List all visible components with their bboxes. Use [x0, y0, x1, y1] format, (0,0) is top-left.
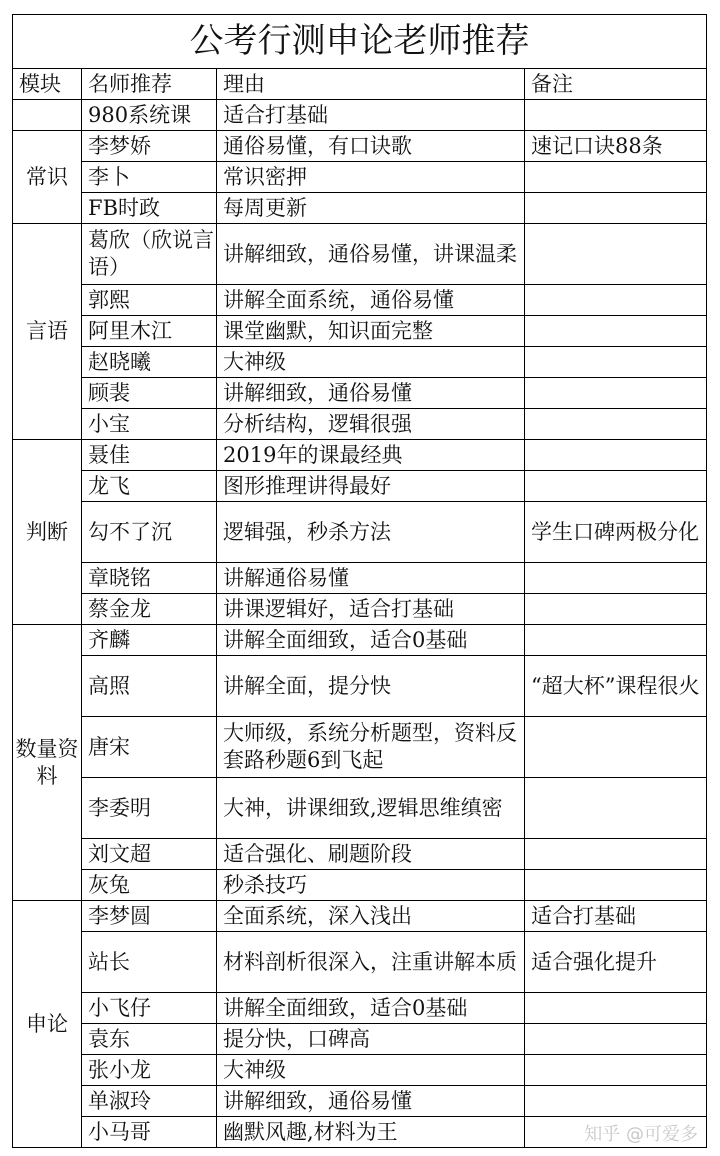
note-cell: “超大杯”课程很火	[525, 656, 707, 717]
table-row	[13, 224, 707, 285]
table-row	[13, 471, 707, 502]
table-row	[13, 1086, 707, 1117]
table-row	[13, 1055, 707, 1086]
note-cell	[525, 993, 707, 1024]
table-row	[13, 409, 707, 440]
note-cell	[525, 1086, 707, 1117]
table-row	[13, 193, 707, 224]
reason-cell: 2019年的课最经典	[217, 440, 525, 471]
reason-cell: 讲课逻辑好，适合打基础	[217, 594, 525, 625]
teacher-cell: 郭熙	[82, 285, 217, 316]
table-row	[13, 316, 707, 347]
note-cell	[525, 1055, 707, 1086]
reason-cell: 大神级	[217, 1055, 525, 1086]
header-reason: 理由	[217, 69, 525, 100]
reason-cell: 秒杀技巧	[217, 870, 525, 901]
zhihu-watermark: 知乎 @可爱多	[584, 1124, 698, 1145]
note-cell: 速记口诀88条	[525, 131, 707, 162]
reason-cell: 大神，讲课细致,逻辑思维缜密	[217, 778, 525, 839]
teacher-cell: 单淑玲	[82, 1086, 217, 1117]
table-row	[13, 625, 707, 656]
teacher-cell: FB时政	[82, 193, 217, 224]
recommendation-sheet	[12, 14, 706, 1148]
reason-cell: 常识密押	[217, 162, 525, 193]
table-row	[13, 594, 707, 625]
teacher-cell: 李梦娇	[82, 131, 217, 162]
note-cell	[525, 594, 707, 625]
reason-cell: 提分快，口碑高	[217, 1024, 525, 1055]
note-cell	[525, 839, 707, 870]
reason-cell: 讲解细致，通俗易懂	[217, 1086, 525, 1117]
table-row	[13, 502, 707, 563]
module-cell	[13, 100, 82, 131]
teacher-cell: 站长	[82, 932, 217, 993]
module-cell: 常识	[13, 131, 82, 224]
reason-cell: 适合强化、刷题阶段	[217, 839, 525, 870]
table-row	[13, 839, 707, 870]
table-row	[13, 563, 707, 594]
teacher-cell: 勾不了沉	[82, 502, 217, 563]
note-cell	[525, 162, 707, 193]
reason-cell: 通俗易懂，有口诀歌	[217, 131, 525, 162]
reason-cell: 幽默风趣,材料为王	[217, 1117, 525, 1148]
note-cell	[525, 778, 707, 839]
reason-cell: 讲解全面系统，通俗易懂	[217, 285, 525, 316]
table-row	[13, 901, 707, 932]
header-note: 备注	[525, 69, 707, 100]
header-module: 模块	[13, 69, 82, 100]
reason-cell: 讲解通俗易懂	[217, 563, 525, 594]
reason-cell: 适合打基础	[217, 100, 525, 131]
teacher-cell: 唐宋	[82, 717, 217, 778]
teacher-cell: 小宝	[82, 409, 217, 440]
teacher-cell: 顾裴	[82, 378, 217, 409]
note-cell	[525, 224, 707, 285]
table-row	[13, 131, 707, 162]
note-cell	[525, 870, 707, 901]
reason-cell: 逻辑强，秒杀方法	[217, 502, 525, 563]
reason-cell: 讲解全面细致，适合0基础	[217, 625, 525, 656]
reason-cell: 全面系统，深入浅出	[217, 901, 525, 932]
table-row	[13, 162, 707, 193]
teacher-cell: 刘文超	[82, 839, 217, 870]
note-cell	[525, 316, 707, 347]
module-cell: 数量资料	[13, 625, 82, 901]
teacher-cell: 袁东	[82, 1024, 217, 1055]
note-cell	[525, 347, 707, 378]
table-row	[13, 870, 707, 901]
reason-cell: 图形推理讲得最好	[217, 471, 525, 502]
table-row	[13, 932, 707, 993]
teacher-cell: 蔡金龙	[82, 594, 217, 625]
reason-cell: 大神级	[217, 347, 525, 378]
table-row	[13, 656, 707, 717]
note-cell	[525, 471, 707, 502]
teacher-cell: 葛欣（欣说言语）	[82, 224, 217, 285]
reason-cell: 大师级，系统分析题型，资料反套路秒题6到飞起	[217, 717, 525, 778]
module-cell: 申论	[13, 901, 82, 1148]
note-cell	[525, 100, 707, 131]
note-cell: 学生口碑两极分化	[525, 502, 707, 563]
note-cell	[525, 285, 707, 316]
note-cell	[525, 717, 707, 778]
teacher-cell: 阿里木江	[82, 316, 217, 347]
reason-cell: 课堂幽默，知识面完整	[217, 316, 525, 347]
teacher-cell: 980系统课	[82, 100, 217, 131]
teacher-cell: 李梦圆	[82, 901, 217, 932]
teacher-cell: 灰兔	[82, 870, 217, 901]
module-cell: 判断	[13, 440, 82, 625]
note-cell	[525, 563, 707, 594]
teacher-cell: 小马哥	[82, 1117, 217, 1148]
table-row	[13, 778, 707, 839]
table-row	[13, 347, 707, 378]
reason-cell: 分析结构，逻辑很强	[217, 409, 525, 440]
table-row	[13, 100, 707, 131]
note-cell: 适合强化提升	[525, 932, 707, 993]
table-row	[13, 440, 707, 471]
teacher-cell: 章晓铭	[82, 563, 217, 594]
reason-cell: 讲解全面细致，适合0基础	[217, 993, 525, 1024]
teacher-cell: 高照	[82, 656, 217, 717]
teacher-cell: 李卜	[82, 162, 217, 193]
teacher-cell: 李委明	[82, 778, 217, 839]
teacher-cell: 龙飞	[82, 471, 217, 502]
teacher-cell: 小飞仔	[82, 993, 217, 1024]
teacher-cell: 聂佳	[82, 440, 217, 471]
table-row	[13, 717, 707, 778]
note-cell	[525, 378, 707, 409]
table-title: 公考行测申论老师推荐	[13, 15, 707, 69]
header-row	[13, 69, 707, 100]
note-cell: 适合打基础	[525, 901, 707, 932]
table-row	[13, 378, 707, 409]
note-cell	[525, 1024, 707, 1055]
teacher-table	[12, 14, 707, 1148]
table-row	[13, 285, 707, 316]
header-teacher: 名师推荐	[82, 69, 217, 100]
teacher-cell: 张小龙	[82, 1055, 217, 1086]
note-cell	[525, 409, 707, 440]
note-cell	[525, 440, 707, 471]
title-row	[13, 15, 707, 69]
module-cell: 言语	[13, 224, 82, 440]
teacher-cell: 齐麟	[82, 625, 217, 656]
table-row	[13, 1024, 707, 1055]
reason-cell: 讲解细致，通俗易懂，讲课温柔	[217, 224, 525, 285]
teacher-cell: 赵晓曦	[82, 347, 217, 378]
reason-cell: 讲解细致，通俗易懂	[217, 378, 525, 409]
reason-cell: 材料剖析很深入，注重讲解本质	[217, 932, 525, 993]
note-cell	[525, 193, 707, 224]
note-cell	[525, 625, 707, 656]
reason-cell: 每周更新	[217, 193, 525, 224]
table-row	[13, 993, 707, 1024]
reason-cell: 讲解全面，提分快	[217, 656, 525, 717]
